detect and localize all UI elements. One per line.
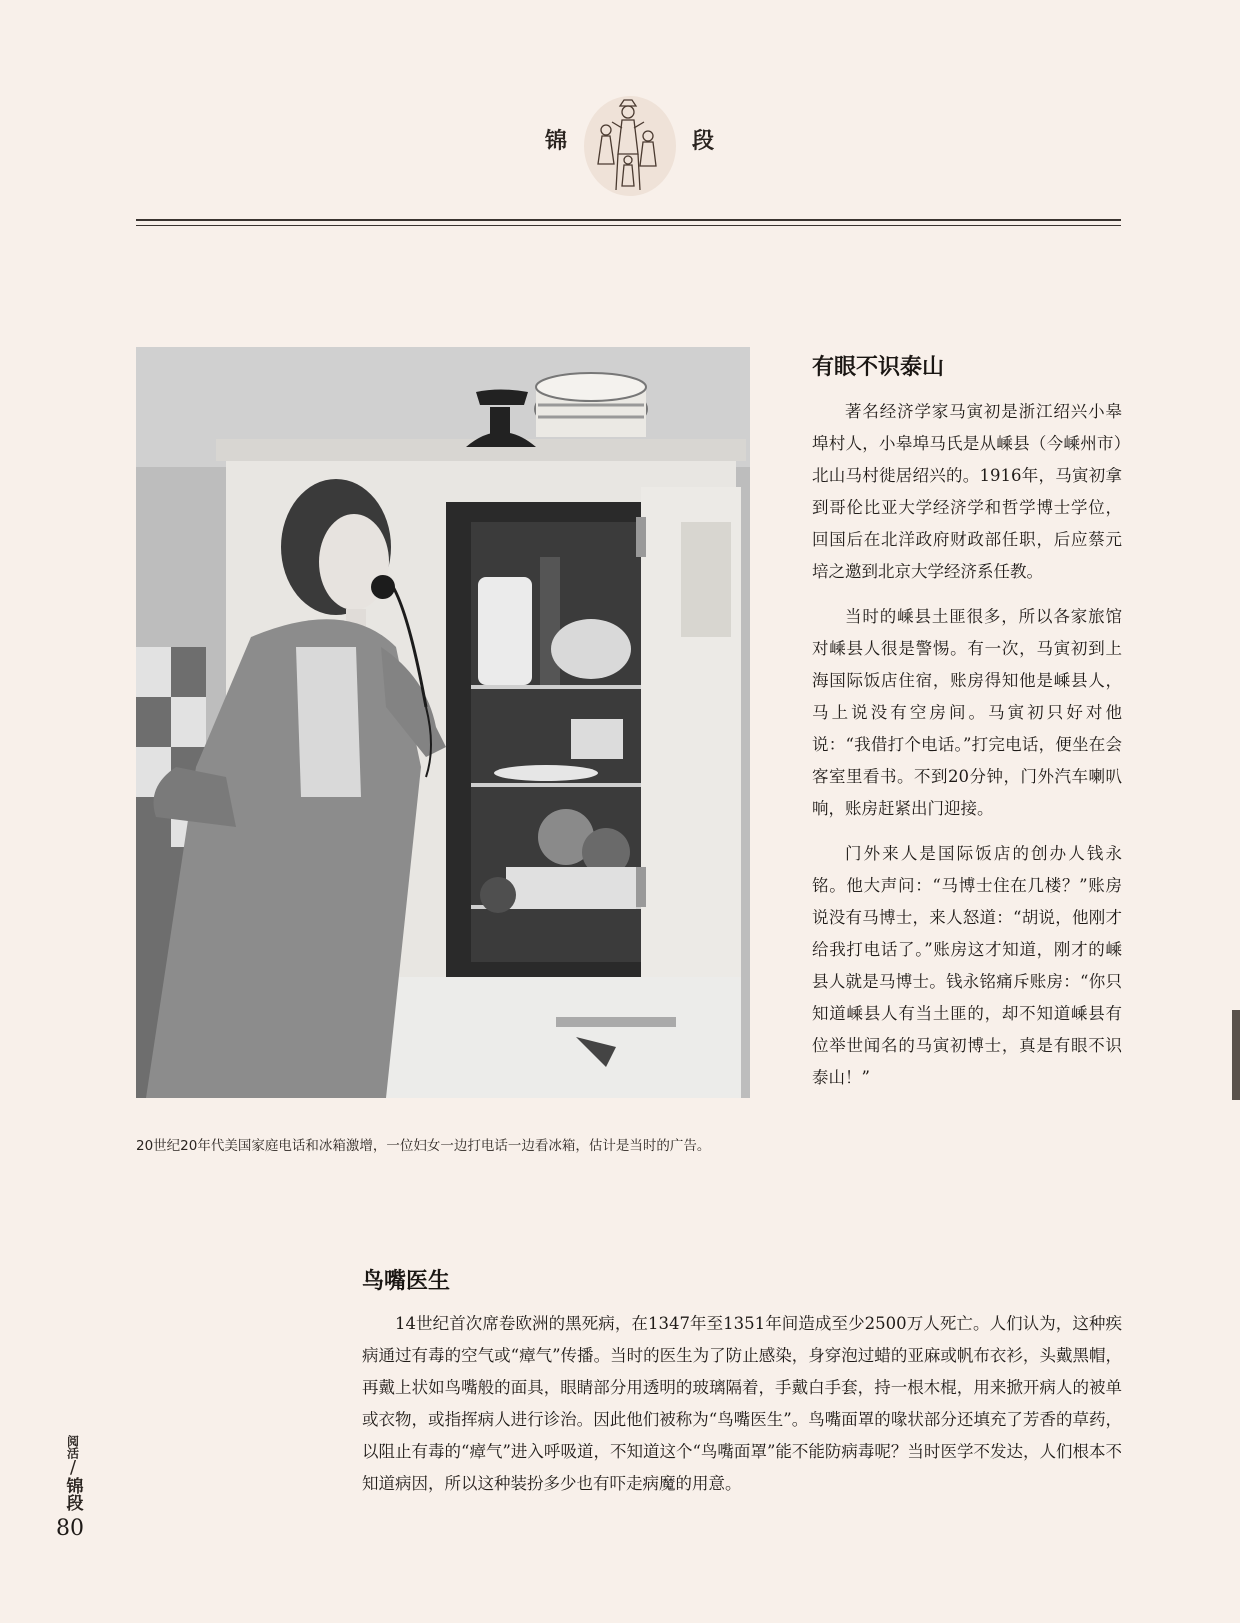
section-side-label	[58, 1435, 88, 1511]
header-rule-bottom	[136, 225, 1121, 226]
article-title-plague-doctor: 鸟嘴医生	[362, 1269, 451, 1294]
page-number: 80	[56, 1516, 84, 1541]
article-paragraph: 门外来人是国际饭店的创办人钱永铭。他大声问：“马博士住在几楼？”账房说没有马博士，来人怒道：“胡说，他刚才给我打电话了。”账房这才知道，刚才的嵊县人就是马博士。钱永铭痛斥账房：“你只知道嵊县人有当土匪的，却不知道嵊县有位举世闻名的马寅初博士，真是有眼不识泰山！”	[812, 844, 1122, 1087]
side-label-small: 阅活	[65, 1435, 80, 1459]
side-label-slash: /	[69, 1457, 77, 1478]
article-paragraph: 14世纪首次席卷欧洲的黑死病，在1347年至1351年间造成至少2500万人死亡。人们认为，这种疾病通过有毒的空气或“瘴气”传播。当时的医生为了防止感染，身穿泡过蜡的亚麻或帆布衣衫，头戴黑帽，再戴上状如鸟嘴般的面具，眼睛部分用透明的玻璃隔着，手戴白手套，持一根木棍，用来掀开病人的被单或衣物，或指挥病人进行诊治。因此他们被称为“鸟嘴医生”。鸟嘴面罩的喙状部分还填充了芳香的草药，以阻止有毒的“瘴气”进入呼吸道，不知道这个“鸟嘴面罩”能不能防病毒呢？当时医学不发达，人们根本不知道病因，所以这种装扮多少也有吓走病魔的用意。	[362, 1314, 1122, 1493]
side-label-big: 锦段	[62, 1477, 83, 1511]
page-edge-mark	[1232, 1010, 1240, 1100]
article-paragraph: 著名经济学家马寅初是浙江绍兴小皋埠村人，小皋埠马氏是从嵊县（今嵊州市）北山马村徙居绍兴的。1916年，马寅初拿到哥伦比亚大学经济学和哲学博士学位，回国后在北洋政府财政部任职，后应蔡元培之邀到北京大学经济系任教。	[812, 402, 1122, 581]
article-paragraph: 当时的嵊县土匪很多，所以各家旅馆对嵊县人很是警惕。有一次，马寅初到上海国际饭店住宿，账房得知他是嵊县人，马上说没有空房间。马寅初只好对他说：“我借打个电话。”打完电话，便坐在会客室里看书。不到20分钟，门外汽车喇叭响，账房赶紧出门迎接。	[812, 607, 1122, 818]
header-title-char-left: 锦	[545, 129, 568, 154]
article-title-mountain: 有眼不识泰山	[812, 355, 945, 380]
article-body-mountain	[812, 396, 1122, 1107]
article-body-plague-doctor	[362, 1308, 1122, 1500]
photo-caption: 20世纪20年代美国家庭电话和冰箱激增，一位妇女一边打电话一边看冰箱，估计是当时的广告。	[136, 1138, 711, 1154]
vintage-photo-woman-telephone-icebox	[136, 347, 750, 1098]
header-rule-top	[136, 219, 1121, 221]
emblem-figures-illustration	[582, 94, 678, 198]
header-title-char-right: 段	[692, 129, 715, 154]
